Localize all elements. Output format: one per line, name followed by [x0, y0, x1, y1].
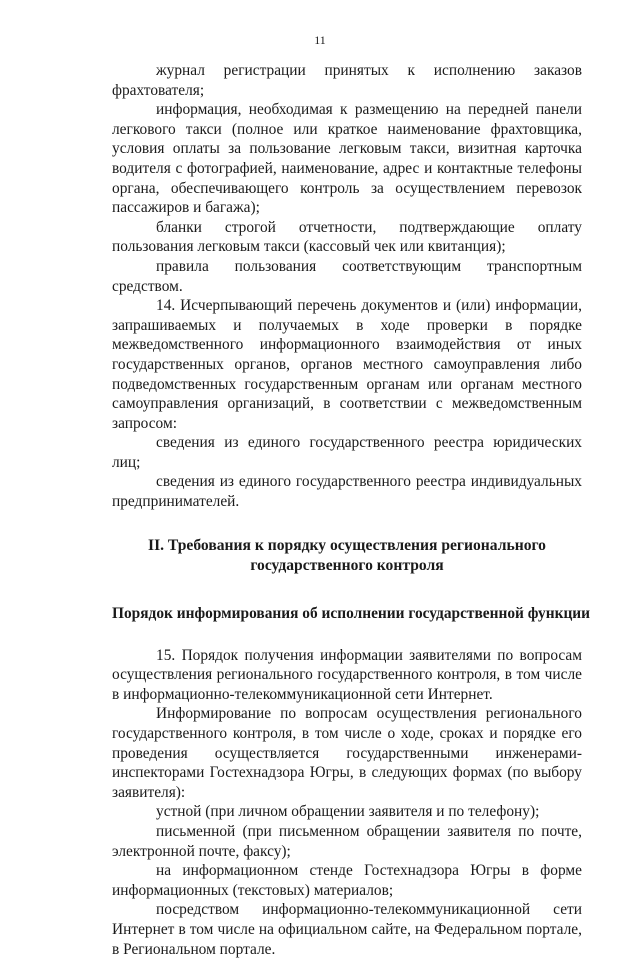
paragraph: сведения из единого государственного реестра юридических лиц;	[112, 434, 582, 471]
paragraph: письменной (при письменном обращении заявителя по почте, электронной почте, факсу);	[112, 823, 582, 860]
paragraph: бланки строгой отчетности, подтверждающие оплату пользования легковым такси (кассовый чек или квитанция);	[112, 218, 582, 256]
sub-heading: Порядок информирования об исполнении государственной функции	[112, 604, 591, 622]
paragraph: информация, необходимая к размещению на передней панели легкового такси (полное или краткое наименование фрахтовщика, условия оплаты за пользование легковым такси, визитная карточка водителя с фотографией, наименование, адрес и контактные телефоны органа, обеспечивающего контроль за осуществлением перевозок пассажиров и багажа);	[112, 101, 582, 217]
paragraph: Информирование по вопросам осуществления регионального государственного контроля, в том числе о ходе, сроках и порядке его проведения осуществляется государственными инженерами-инспекторами Гостехнадзора Югры, в следующих формах (по выбору заявителя):	[112, 705, 582, 801]
paragraph: устной (при личном обращении заявителя и по телефону);	[156, 803, 540, 821]
section-heading-line: II. Требования к порядку осуществления регионального	[148, 536, 546, 554]
document-body	[112, 61, 591, 959]
paragraph: посредством информационно-телекоммуникационной сети Интернет в том числе на официальном сайте, на Федеральном портале, в Региональном портале.	[112, 901, 582, 958]
paragraph: журнал регистрации принятых к исполнению заказов фрахтователя;	[112, 62, 582, 99]
paragraph: сведения из единого государственного реестра индивидуальных предпринимателей.	[112, 473, 582, 511]
section-heading	[112, 536, 582, 576]
paragraph: на информационном стенде Гостехнадзора Югры в форме информационных (текстовых) материалов;	[112, 862, 582, 899]
section-heading-line: государственного контроля	[250, 556, 444, 574]
page-number: 11	[314, 33, 326, 47]
paragraph: 14. Исчерпывающий перечень документов и (или) информации, запрашиваемых и получаемых в ходе проверки в порядке межведомственного информационного взаимодействия от иных государственных органов, органов местного самоуправления либо подведомственных государственным органам или органам местного самоуправления организаций, в соответствии с межведомственным запросом:	[112, 297, 582, 432]
paragraph: 15. Порядок получения информации заявителями по вопросам осуществления регионального государственного контроля, в том числе в информационно-телекоммуникационной сети Интернет.	[112, 646, 582, 703]
paragraph: правила пользования соответствующим транспортным средством.	[112, 257, 582, 295]
